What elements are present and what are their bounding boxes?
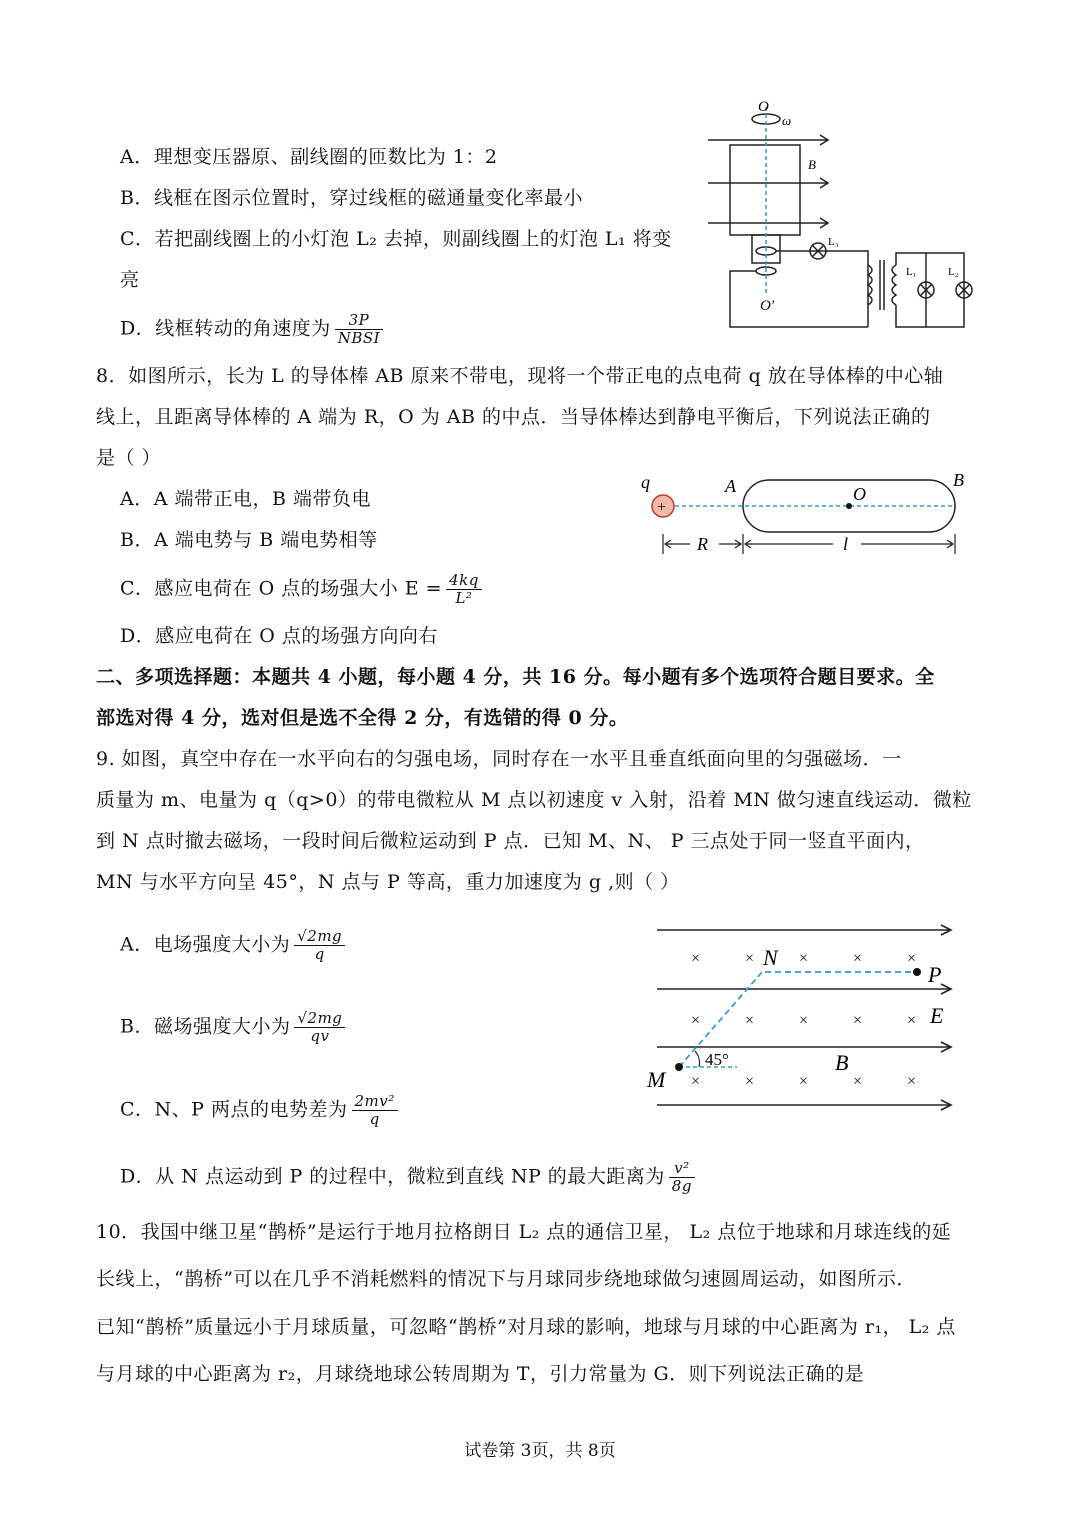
q7-option-d-text: D．线框转动的角速度为 (120, 317, 331, 340)
q8-figure (635, 468, 975, 563)
q7-figure (700, 95, 990, 335)
q8-stem-1: 8．如图所示，长为 L 的导体棒 AB 原来不带电，现将一个带正电的点电荷 q 放在导体棒的中心轴 (96, 365, 944, 387)
q8-c-fraction (446, 572, 482, 607)
q8-option-a: A．A 端带正电，B 端带负电 (120, 488, 371, 510)
q8-label-o: O (853, 484, 866, 504)
q7-d-num: 3P (335, 312, 383, 330)
q7-option-c-cont: 亮 (120, 269, 140, 291)
q9-stem-1: 9. 如图，真空中存在一水平向右的匀强电场，同时存在一水平且垂直纸面向里的匀强磁场．一 (96, 748, 902, 770)
q9-stem-2: 质量为 m、电量为 q（q>0）的带电微粒从 M 点以初速度 v 入射，沿着 MN 做匀速直线运动．微粒 (96, 789, 972, 811)
q9-cross: × (853, 1073, 863, 1090)
q9-cross: × (799, 1012, 809, 1029)
q9-a-fraction (294, 928, 345, 963)
q9-option-a-text: A．电场强度大小为 (120, 933, 291, 956)
q8-option-c-text: C．感应电荷在 O 点的场强大小 E = (120, 577, 443, 600)
q9-option-c (120, 1093, 398, 1128)
q9-cross: × (907, 950, 917, 967)
q9-cross: × (745, 950, 755, 967)
q8-stem-2: 线上，且距离导体棒的 A 端为 R，O 为 AB 的中点．当导体棒达到静电平衡后，下列说法正确的 (96, 406, 931, 428)
q9-c-den: q (369, 1110, 380, 1128)
q9-cross: × (799, 950, 809, 967)
q7-label-o-top: O (758, 99, 769, 115)
q9-cross: × (799, 1073, 809, 1090)
q9-b-fraction (294, 1010, 345, 1045)
q8-option-b: B．A 端电势与 B 端电势相等 (120, 529, 378, 551)
q9-c-fraction (352, 1093, 398, 1128)
q9-cross: × (907, 1073, 917, 1090)
q8-option-c (120, 572, 482, 607)
q8-label-r: R (697, 534, 708, 554)
q7-option-a: A．理想变压器原、副线圈的匝数比为 1：2 (120, 146, 498, 168)
page-footer: 试卷第 3页，共 8页 (464, 1441, 616, 1461)
q9-d-den: 8g (671, 1177, 692, 1195)
q8-label-l: l (843, 534, 849, 554)
q10-stem-3: 已知“鹊桥”质量远小于月球质量，可忽略“鹊桥”对月球的影响，地球与月球的中心距离为 r₁， L₂ 点 (96, 1316, 956, 1338)
q10-stem-4: 与月球的中心距离为 r₂，月球绕地球公转周期为 T，引力常量为 G．则下列说法正确的是 (96, 1363, 865, 1385)
q9-cross: × (691, 1012, 701, 1029)
q9-cross: × (691, 950, 701, 967)
q8-option-d: D．感应电荷在 O 点的场强方向向右 (120, 625, 438, 647)
q9-option-d-text: D．从 N 点运动到 P 的过程中，微粒到直线 NP 的最大距离为 (120, 1165, 665, 1188)
q9-b-num: √2mg (294, 1010, 345, 1028)
q9-a-den: q (314, 945, 325, 963)
q9-c-num: 2mv² (352, 1093, 398, 1111)
q7-label-l3: L₃ (828, 236, 839, 248)
q10-stem-1: 10．我国中继卫星“鹊桥”是运行于地月拉格朗日 L₂ 点的通信卫星， L₂ 点位于地球和月球连线的延 (96, 1221, 952, 1243)
q9-a-num: √2mg (294, 928, 345, 946)
q9-option-b (120, 1010, 345, 1045)
q9-label-p: P (928, 962, 942, 987)
q8-plus-sign: + (657, 499, 667, 516)
q9-label-e: E (930, 1003, 944, 1028)
q9-label-m: M (647, 1067, 666, 1092)
q9-b-den: qv (310, 1027, 330, 1045)
q7-d-fraction (335, 312, 383, 347)
q9-label-angle: 45° (705, 1050, 729, 1069)
q9-d-fraction (669, 1160, 695, 1195)
q9-stem-4: MN 与水平方向呈 45°，N 点与 P 等高，重力加速度为 g ,则（ ） (96, 871, 680, 893)
q8-label-b: B (953, 470, 964, 490)
q8-label-q: q (641, 472, 650, 492)
q9-cross: × (691, 1073, 701, 1090)
q7-label-l2: L₂ (948, 266, 959, 278)
q8-stem-3: 是（ ） (96, 447, 162, 469)
q9-stem-3: 到 N 点时撤去磁场，一段时间后微粒运动到 P 点．已知 M、N、 P 三点处于同一竖直平面内， (96, 830, 925, 852)
q8-label-a: A (725, 476, 736, 496)
q9-option-b-text: B．磁场强度大小为 (120, 1015, 291, 1038)
q10-stem-2: 长线上，“鹊桥”可以在几乎不消耗燃料的情况下与月球同步绕地球做匀速圆周运动，如图所示． (96, 1268, 916, 1290)
q7-label-o-bottom: O′ (760, 298, 775, 314)
q7-option-d (120, 312, 383, 347)
q9-cross: × (907, 1012, 917, 1029)
q7-option-b: B．线框在图示位置时，穿过线框的磁通量变化率最小 (120, 187, 583, 209)
q7-d-den: NBSI (337, 329, 381, 347)
q9-option-c-text: C．N、P 两点的电势差为 (120, 1098, 348, 1121)
q9-cross: × (745, 1073, 755, 1090)
q7-option-c: C．若把副线圈上的小灯泡 L₂ 去掉，则副线圈上的灯泡 L₁ 将变 (120, 228, 672, 250)
section2-heading-1: 二、多项选择题：本题共 4 小题，每小题 4 分，共 16 分。每小题有多个选项符合题目要求。全 (96, 666, 935, 688)
section2-heading-2: 部选对得 4 分，选对但是选不全得 2 分，有选错的得 0 分。 (96, 707, 629, 729)
q9-label-b: B (835, 1050, 849, 1075)
q9-cross: × (853, 950, 863, 967)
q7-label-omega: ω (782, 113, 792, 128)
q9-cross: × (853, 1012, 863, 1029)
q7-label-b: B (808, 157, 816, 172)
q9-figure (645, 915, 965, 1115)
q9-cross: × (745, 1012, 755, 1029)
q8-c-num: 4kq (446, 572, 482, 590)
q7-label-l1: L₁ (906, 266, 917, 278)
q9-option-d (120, 1160, 695, 1195)
q9-option-a (120, 928, 345, 963)
q8-c-den: L² (455, 589, 473, 607)
q9-label-n: N (763, 945, 778, 970)
q9-d-num: v² (669, 1160, 695, 1178)
